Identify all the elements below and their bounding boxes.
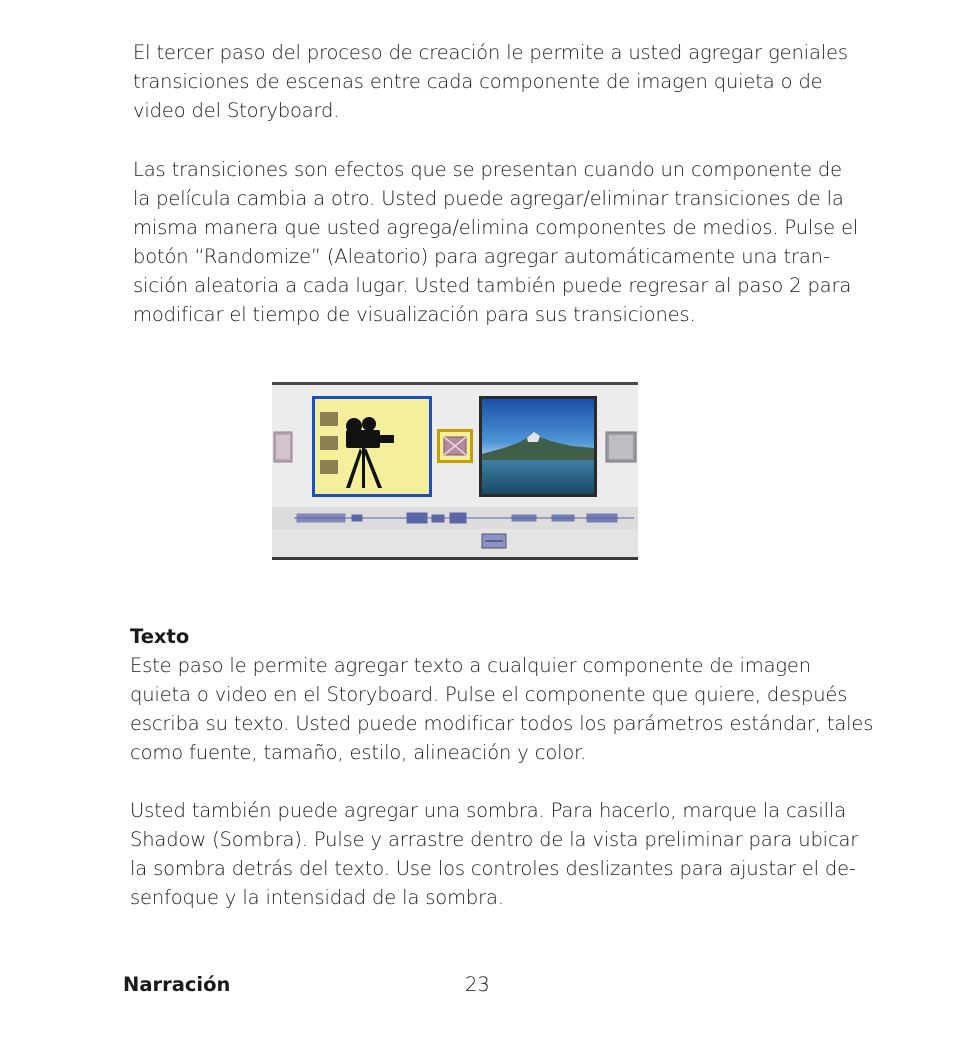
lake-landscape-photo[interactable] xyxy=(479,396,597,497)
text-line: la sombra detrás del texto. Use los controles deslizantes para ajustar el de- xyxy=(130,857,856,880)
text-line: Usted también puede agregar una sombra. Para hacerlo, marque la casilla xyxy=(130,799,846,822)
text-line: Este paso le permite agregar texto a cualquier componente de imagen xyxy=(130,654,811,677)
section-heading-texto: Texto xyxy=(130,625,190,648)
clip-camera[interactable] xyxy=(312,396,432,497)
text-line: misma manera que usted agrega/elimina componentes de medios. Pulse el xyxy=(133,216,859,239)
transition-icon-right[interactable] xyxy=(606,432,636,462)
storyboard-screenshot xyxy=(272,382,638,560)
text-line: quieta o video en el Storyboard. Pulse el componente que quiere, después xyxy=(130,683,848,706)
text-line: modificar el tiempo de visualización para sus transiciones. xyxy=(133,303,696,326)
texto-paragraph-1 xyxy=(130,651,873,767)
storyboard-illustration xyxy=(272,382,638,560)
text-line: senfoque y la intensidad de la sombra. xyxy=(130,886,504,909)
top-border xyxy=(272,382,638,385)
transition-icon[interactable] xyxy=(437,429,473,463)
transitions-paragraph xyxy=(133,155,858,329)
text-line: Las transiciones son efectos que se presentan cuando un componente de xyxy=(133,158,842,181)
text-line: El tercer paso del proceso de creación le permite a usted agregar geniales xyxy=(133,41,848,64)
texto-paragraph-2 xyxy=(130,796,858,912)
bottom-border xyxy=(272,557,638,560)
text-line: video del Storyboard. xyxy=(133,99,340,122)
intro-paragraph xyxy=(133,38,848,125)
footer-section-title: Narración xyxy=(123,973,231,996)
page-number: 23 xyxy=(465,973,490,996)
text-line: Shadow (Sombra). Pulse y arrastre dentro de la vista preliminar para ubicar xyxy=(130,828,859,851)
text-line: transiciones de escenas entre cada componente de imagen quieta o de xyxy=(133,70,823,93)
text-line: como fuente, tamaño, estilo, alineación y color. xyxy=(130,741,587,764)
transition-icon-left[interactable] xyxy=(274,432,292,462)
text-line: escriba su texto. Usted puede modificar todos los parámetros estándar, tales xyxy=(130,712,874,735)
text-line: la película cambia a otro. Usted puede agregar/eliminar transiciones de la xyxy=(133,187,844,210)
timeline-scroll-thumb[interactable] xyxy=(482,534,506,548)
text-line: sición aleatoria a cada lugar. Usted también puede regresar al paso 2 para xyxy=(133,274,852,297)
text-line: botón “Randomize” (Aleatorio) para agregar automáticamente una tran- xyxy=(133,245,830,268)
